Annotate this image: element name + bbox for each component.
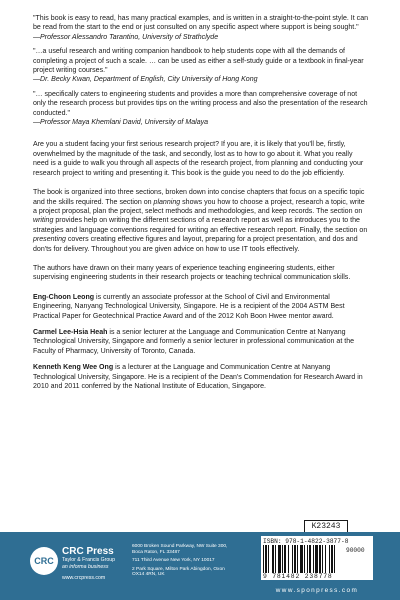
author-name: Eng-Choon Leong xyxy=(33,293,95,301)
publisher-tagline: an informa business xyxy=(62,563,109,570)
org-text: shows you how to choose a project, research a topic, write a project proposal, plan the project, select methods and methodologies, and keep records. The section on xyxy=(33,198,365,215)
address-line: 2 Park Square, Milton Park Abingdon, Oxon OX14 4RN, UK xyxy=(132,566,225,578)
publisher-url[interactable]: www.crcpress.com xyxy=(62,575,106,581)
bio-text: is currently an associate professor at the School of Civil and Environmental Engineering, Nanyang Technological University, Singapore. He is a recipient of the 2004 ASTM Best Practical Paper for Geotechnical Practice Award and of the 2012 Koh Boon Hwee mentor award. xyxy=(33,293,345,320)
org-emphasis: planning xyxy=(153,198,181,206)
product-code: K23243 xyxy=(304,520,348,533)
cover-text xyxy=(33,14,369,391)
crc-logo-icon: CRC xyxy=(30,547,58,575)
bio-text: is a senior lecturer at the Language and Communication Centre at Nanyang Technological University, Singapore and formerly a senior lecturer in professional communication at the Faculty of Pharmacy, University of Toronto, Canada. xyxy=(33,328,355,355)
author-bio xyxy=(33,328,369,356)
quote-attribution: —Professor Maya Khemlani David, University of Malaya xyxy=(33,119,209,127)
authors-paragraph: The authors have drawn on their many years of experience teaching engineering students, either supervising engineering students in their research projects or teaching technical communication skills. xyxy=(33,264,351,282)
publisher-group: Taylor & Francis Group xyxy=(62,557,116,563)
bio-text: is a lecturer at the Language and Communication Centre at Nanyang Technological University, Singapore. He is a recipient of the Dean's Commendation for Research Award in 2010 and 2011 conferred by the National Institute of Education, Singapore. xyxy=(33,364,363,390)
quote-attribution: —Dr. Becky Kwan, Department of English, City University of Hong Kong xyxy=(33,76,258,84)
publisher-branding xyxy=(62,546,122,582)
organization-paragraph xyxy=(33,188,369,254)
price-code: 90000 xyxy=(346,547,365,554)
quote-text: "…a useful research and writing companion handbook to help students cope with all the demands of completing a project of such a scale. … can be used as either a self-study guide or a textbook in final-year project writing courses." xyxy=(33,48,364,75)
quote-text: "… specifically caters to engineering students and provides a more than comprehensive coverage of not only the research process but provides tips on the writing process and also the presentation of the research conducted." xyxy=(33,90,368,117)
address-line: 711 Third Avenue New York, NY 10017 xyxy=(132,558,215,564)
address-line: 6000 Broken Sound Parkway, NW Suite 300, Boca Raton, FL 33487 xyxy=(132,544,228,555)
publisher-addresses xyxy=(132,544,232,581)
intro-paragraph: Are you a student facing your first serious research project? If you are, it is likely that you'll be, firstly, overwhelmed by the magnitude of the task, and secondly, lost as to how to go about it. What you really need is a guide to walk you through all aspects of the research project, from planning and conducting your research project to writing and presenting it. This book is the guide you need to do the job efficiently. xyxy=(33,141,364,177)
org-emphasis: presenting xyxy=(33,236,66,244)
quote-text: "This book is easy to read, has many practical examples, and is written in a straight-to-the-point style. It can be read from the start to the end or just consulted on any specific aspect where support is being sought." xyxy=(33,15,369,32)
review-quote xyxy=(33,90,369,128)
publisher-name: CRC Press xyxy=(62,546,114,557)
website-url[interactable]: www.sponpress.com xyxy=(275,587,359,594)
review-quote xyxy=(33,47,369,85)
barcode-icon xyxy=(262,545,370,573)
org-text: The book is organized into three sections, broken down into concise chapters that focus on a specific topic and the skills required. The section on xyxy=(33,189,365,206)
org-text: provides help on writing the different sections of a research report as well as introduces you to the strategies and language conventions required for writing an effective research report. Finally, the section on xyxy=(33,217,368,234)
review-quote xyxy=(33,14,369,42)
author-bio xyxy=(33,363,369,391)
org-text: covers creating effective figures and layout, preparing for a project presentation, and dos and don'ts for delivery. Throughout you are given advice on how to use IT tools effectively. xyxy=(33,236,358,253)
author-name: Kenneth Keng Wee Ong xyxy=(33,364,114,372)
isbn-text: ISBN: 978-1-4822-3877-8 xyxy=(263,538,349,545)
org-emphasis: writing xyxy=(33,217,54,225)
author-bio xyxy=(33,293,369,321)
barcode-number: 9 781482 238778 xyxy=(263,573,333,580)
author-name: Carmel Lee-Hsia Heah xyxy=(33,328,108,336)
quote-attribution: —Professor Alessandro Tarantino, University of Strathclyde xyxy=(33,33,219,41)
